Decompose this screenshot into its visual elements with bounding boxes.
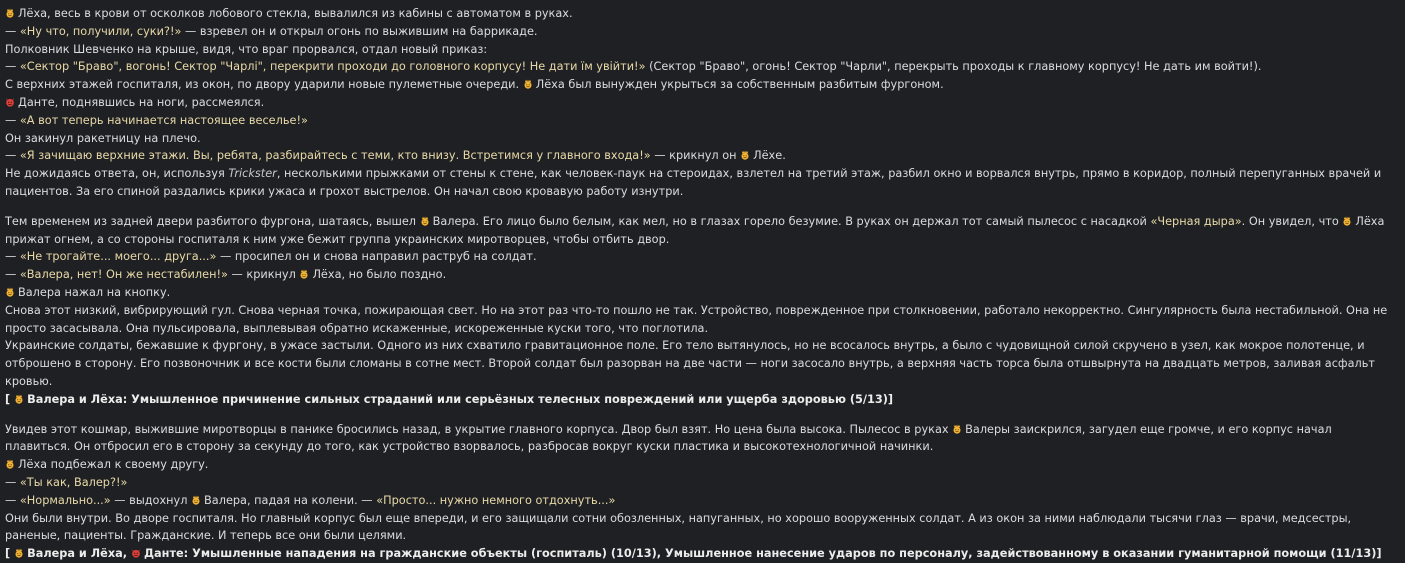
narration-text: . Он увидел, что xyxy=(1241,214,1343,228)
narration-text: Лёха прижат огнем, а со стороны госпиталя к ним уже бежит группа украинских миротворцев, чтобы отбить двор. xyxy=(5,214,1385,246)
narration-text: — xyxy=(5,493,20,507)
story-line xyxy=(5,510,1400,546)
quoted-speech: «А вот теперь начинается настоящее веселье!» xyxy=(19,113,308,127)
crown-face-icon xyxy=(740,150,750,160)
narration-text: Полковник Шевченко на крыше, видя, что враг прорвался, отдал новый приказ: xyxy=(5,42,488,56)
story-line xyxy=(5,421,1400,457)
narration-text: Снова этот низкий, вибрирующий гул. Снова черная точка, пожирающая свет. Но на этот раз что-то пошло не так. Устройство, поврежденное при столкновении, работало некорректно. Сингулярность была нестабильной. Она не просто засасывала. Она пульсировала, выплевывая обратно искаженные, искореженные куски того, что поглотила. xyxy=(5,303,1388,335)
crime-tally: Валера и Лёха: Умышленное причинение сильных страданий или серьёзных телесных повреждений или ущерба здоровью (5/13)] xyxy=(27,392,894,406)
story-line xyxy=(5,456,1400,474)
narration-text: Лёхе. xyxy=(753,149,786,163)
story-line xyxy=(5,302,1400,338)
narration-text: , несколькими прыжками от стены к стене, как человек-паук на стероидах, взлетел на третий этаж, разбил окно и ворвался внутрь, прямо в коридор, полный перепуганных врачей и пациентов. За его спиной раздались крики ужаса и грохот выстрелов. Он начал свою кровавую работу изнутри. xyxy=(5,167,1382,198)
narration-text: Лёха, но было поздно. xyxy=(312,268,447,282)
story-line xyxy=(5,165,1400,201)
narration-text: Он закинул ракетницу на плечо. xyxy=(5,131,201,145)
story-line xyxy=(5,492,1400,510)
narration-text: Они были внутри. Во дворе госпиталя. Но главный корпус был еще впереди, и его защищали сотни обозленных, напуганных, но хорошо вооруженных солдат. А из окон за ними наблюдали тысячи глаз — врачи, медсестры, раненые, пациенты. Гражданские. И теперь все они были целями. xyxy=(5,511,1352,543)
story-line xyxy=(5,58,1400,76)
italic-term: Trickster xyxy=(228,167,277,181)
narration-text: Валера, падая на колени. — xyxy=(204,493,377,507)
narration-text: (Сектор "Браво", огонь! Сектор "Чарли", перекрыть проходы к главному корпусу! Не дать им войти!). xyxy=(645,60,1262,74)
narration-text: — xyxy=(5,24,20,38)
narration-text: — xyxy=(5,475,20,489)
crown-face-icon xyxy=(14,394,24,404)
narration-text: Тем временем из задней двери разбитого фургона, шатаясь, вышел xyxy=(5,214,420,228)
crime-tally: [ xyxy=(5,547,15,561)
story-paragraph xyxy=(5,213,1400,409)
story-line xyxy=(5,41,1400,59)
crown-face-icon xyxy=(5,459,15,469)
story-line xyxy=(5,248,1400,266)
quoted-speech: «Ты как, Валер?!» xyxy=(19,475,128,489)
narration-text: Валера. Его лицо было белым, как мел, но в глазах горело безумие. В руках он держал тот самый пылесос с насадкой xyxy=(432,214,1151,228)
narration-text: С верхних этажей госпиталя, из окон, по двору ударили новые пулеметные очереди. xyxy=(5,78,523,92)
story-line xyxy=(5,213,1400,249)
narration-text: — взревел он и открыл огонь по выжившим на баррикаде. xyxy=(181,24,538,38)
narration-text: — крикнул xyxy=(227,268,300,282)
quoted-speech: «Валера, нет! Он же нестабилен!» xyxy=(19,268,228,282)
crown-face-icon xyxy=(5,8,15,18)
narration-text: — выдохнул xyxy=(110,493,192,507)
quoted-speech: «Ну что, получили, суки?!» xyxy=(19,24,182,38)
quoted-speech: «Не трогайте... моего... друга...» xyxy=(19,250,217,264)
narration-text: — просипел он и снова направил раструб на солдат. xyxy=(216,250,537,264)
quoted-speech: «Черная дыра» xyxy=(1150,214,1242,228)
quoted-speech: «Просто... нужно немного отдохнуть...» xyxy=(376,493,616,507)
story-paragraph xyxy=(5,421,1400,563)
story-line xyxy=(5,112,1400,130)
story-line xyxy=(5,284,1400,302)
narration-text: Увидев этот кошмар, выжившие миротворцы в панике бросились назад, в укрытие главного корпуса. Двор был взят. Но цена была высока. Пылесос в руках xyxy=(5,422,953,436)
crown-face-icon xyxy=(1342,216,1352,226)
crime-tally: Валера и Лёха, xyxy=(27,547,131,561)
narration-text: — xyxy=(5,250,20,264)
story-line xyxy=(5,130,1400,148)
story-line xyxy=(5,5,1400,23)
devil-face-icon xyxy=(5,97,15,107)
crown-face-icon xyxy=(299,269,309,279)
narration-text: Валеры заискрился, загудел еще громче, и его корпус начал плавиться. Он отбросил его в сторону за секунду до того, как устройство взорвалось, разбросав вокруг куски пластика и высокотехнологичной начинки. xyxy=(5,422,1332,454)
narration-text: — xyxy=(5,268,20,282)
story-line xyxy=(5,391,1400,409)
story-line xyxy=(5,474,1400,492)
story-line xyxy=(5,266,1400,284)
narration-text: Не дожидаясь ответа, он, используя xyxy=(5,167,229,181)
story-line xyxy=(5,147,1400,165)
crown-face-icon xyxy=(14,548,24,558)
quoted-speech: «Сектор "Браво", вогонь! Сектор "Чарлі", перекрити проходи до головного корпусу! Не дати їм увійти!» xyxy=(19,60,646,74)
story-paragraph xyxy=(5,5,1400,201)
narration-text: Лёха, весь в крови от осколков лобового стекла, вывалился из кабины с автоматом в руках. xyxy=(18,7,573,20)
crime-tally: [ xyxy=(5,392,15,406)
narration-text: Данте, поднявшись на ноги, рассмеялся. xyxy=(18,95,265,109)
narration-text: — xyxy=(5,113,20,127)
devil-face-icon xyxy=(131,548,141,558)
story-line xyxy=(5,337,1400,390)
crown-face-icon xyxy=(952,424,962,434)
paragraph-gap xyxy=(5,201,1400,213)
story-line xyxy=(5,76,1400,94)
story-line xyxy=(5,23,1400,41)
narration-text: — крикнул он xyxy=(650,149,741,163)
narration-text: — xyxy=(5,60,20,74)
narration-text: — xyxy=(5,149,20,163)
quoted-speech: «Я зачищаю верхние этажи. Вы, ребята, разбирайтесь с теми, кто внизу. Встретимся у главного входа!» xyxy=(19,149,651,163)
narration-text: Лёха подбежал к своему другу. xyxy=(18,458,209,472)
narration-text: Украинские солдаты, бежавшие к фургону, в ужасе застыли. Одного из них схватило гравитационное поле. Его тело вытянулось, но не всосалось внутрь, а было с чудовищной силой скручено в узел, как мокрое полотенце, и отброшено в сторону. Его позвоночник и все кости были сломаны в сотне мест. Второй солдат был разорван на две части — ноги засосало внутрь, а верхняя часть торса была отшвырнута на двадцать метров, заливая асфальт кровью. xyxy=(5,339,1375,388)
crown-face-icon xyxy=(420,216,430,226)
narration-text: Валера нажал на кнопку. xyxy=(18,285,171,299)
quoted-speech: «Нормально...» xyxy=(19,493,111,507)
story-line xyxy=(5,545,1400,563)
crime-tally: Данте: Умышленные нападения на гражданские объекты (госпиталь) (10/13), Умышленное нанесение ударов по персоналу, задействованному в оказании гуманитарной помощи (11/13)] xyxy=(143,547,1382,561)
crown-face-icon xyxy=(5,287,15,297)
crown-face-icon xyxy=(523,79,533,89)
story-line xyxy=(5,94,1400,112)
paragraph-gap xyxy=(5,409,1400,421)
narration-text: Лёха был вынужден укрыться за собственным разбитым фургоном. xyxy=(535,78,944,92)
crown-face-icon xyxy=(191,495,201,505)
